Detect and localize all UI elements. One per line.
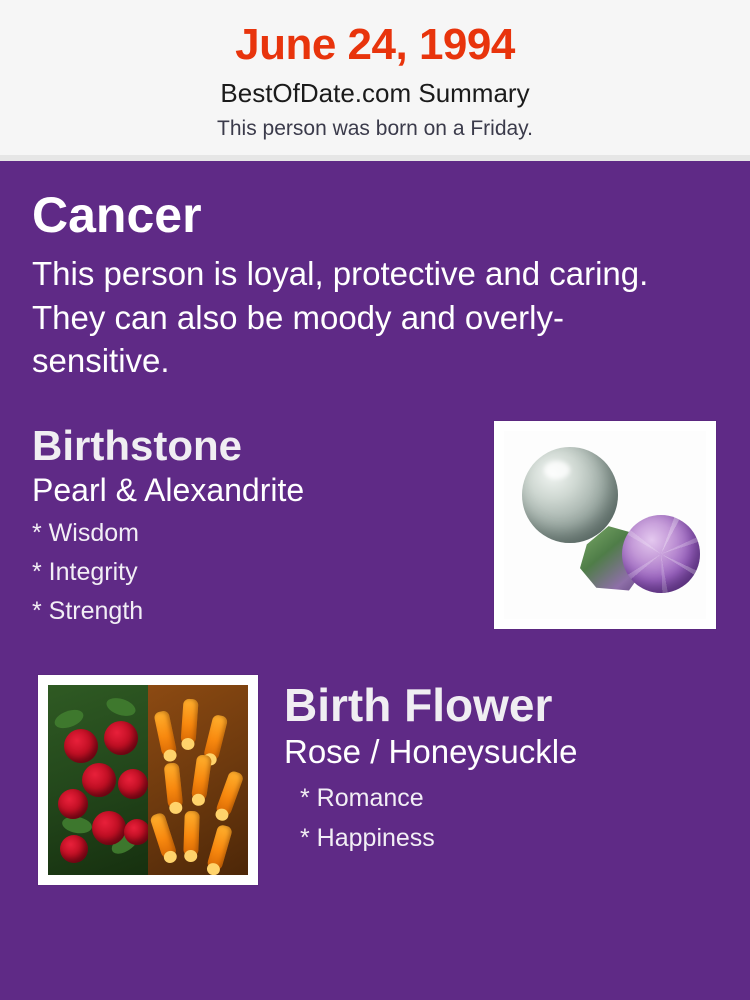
birthstone-image-canvas: [504, 431, 706, 619]
site-summary-label: BestOfDate.com Summary: [220, 78, 530, 109]
alexandrite-cut-gem-icon: [622, 515, 700, 593]
card-header: [0, 0, 750, 161]
birthflower-text: [258, 675, 577, 863]
zodiac-description: This person is loyal, protective and caring. They can also be moody and overly-sensitive.: [32, 254, 649, 380]
zodiac-sign-title: Cancer: [32, 187, 202, 244]
birthstone-trait: * Wisdom: [32, 519, 139, 548]
honeysuckle-photo-half: [148, 685, 248, 875]
birthflower-trait: * Happiness: [300, 823, 435, 852]
birthflower-trait: * Romance: [300, 783, 424, 812]
birthflower-image: [38, 675, 258, 885]
birthflower-section: [32, 675, 718, 885]
birthflower-image-canvas: [48, 685, 248, 875]
birthstone-names: Pearl & Alexandrite: [32, 471, 305, 508]
birthstone-text: [32, 421, 304, 635]
birthstone-image: [494, 421, 716, 629]
birthstone-heading: Birthstone: [32, 422, 242, 470]
birthstone-section: [32, 421, 718, 635]
pearl-gem-icon: [522, 447, 618, 543]
birthstone-trait: * Integrity: [32, 558, 138, 587]
birth-date-title: June 24, 1994: [235, 20, 515, 69]
card-body: [0, 161, 750, 1000]
birthflower-heading: Birth Flower: [284, 679, 553, 732]
born-on-day-text: This person was born on a Friday.: [217, 117, 533, 141]
birthflower-names: Rose / Honeysuckle: [284, 732, 578, 770]
birthstone-trait: * Strength: [32, 597, 144, 626]
roses-photo-half: [48, 685, 148, 875]
